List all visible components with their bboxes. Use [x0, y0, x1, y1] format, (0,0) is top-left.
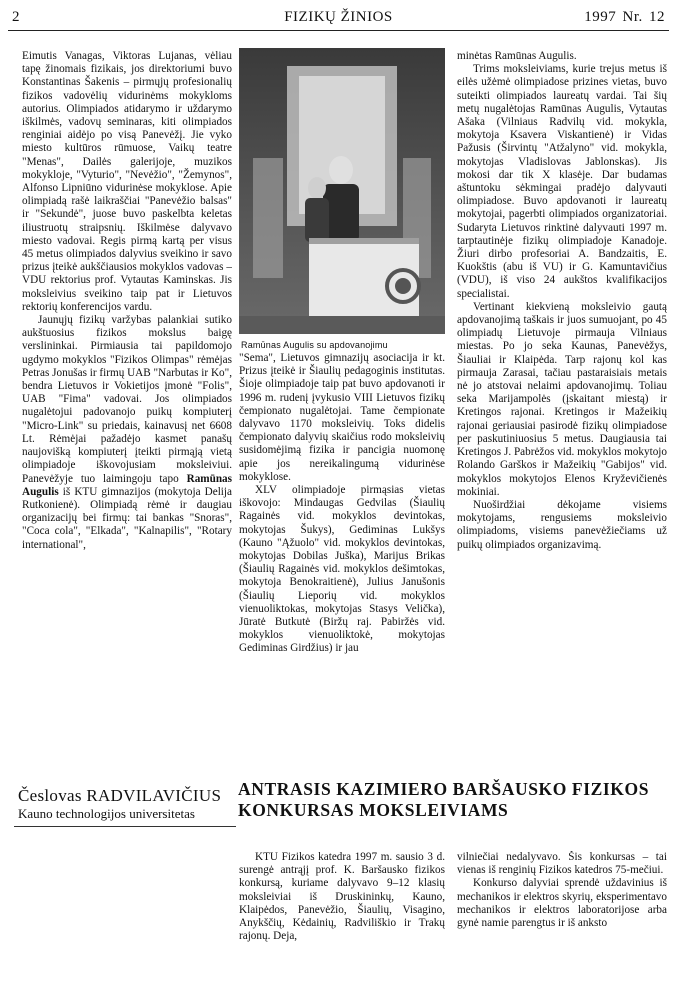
paragraph: KTU Fizikos katedra 1997 m. sausio 3 d. surengė antrąjį prof. K. Baršausko fizikos konkursą, kuriame dalyvavo 9–12 klasių moksleiviai iš Druskininkų, Kauno, Klaipėdos, Panevėžio, Šiaulių, Visagino, Anykščių, Kėdainių, Radviliškio ir Trakų rajonų. Deja, — [239, 851, 445, 943]
paragraph: Nuoširdžiai dėkojame visiems mokytojams, rengusiems moksleivio olimpiadoms, visiems panevėžiečiams už puikų olimpiados organizavimą. — [457, 498, 667, 551]
new-article-column-2 — [457, 851, 667, 973]
article-title — [238, 779, 668, 821]
divider — [14, 826, 236, 827]
paragraph: "Sema", Lietuvos gimnazijų asociacija ir kt. Prizus įteikė ir Šiaulių pedagoginis institutas. Šioje olimpiadoje taip pat buvo apdovanoti ir 1996 m. rudenį įvykusio VIII Lietuvos fizikų čempionato nugalėtojai. Tame čempionate dalyvavo 1170 moksleivių. Toks didelis čempionato dalyvių skaičius rodo moksleivių susidomėjimą fizika ir pancigia nuomonę apie jos nereikalingumą vidurinėse mokyklose. — [239, 352, 445, 483]
article-column-1 — [22, 50, 232, 758]
title-line-1: ANTRASIS KAZIMIERO BARŠAUSKO FIZIKOS — [238, 779, 650, 799]
page-header — [8, 6, 669, 31]
paragraph: minėtas Ramūnas Augulis. — [457, 50, 577, 62]
paragraph: Trims moksleiviams, kurie trejus metus iš eilės užėmė olimpiadose prizines vietas, buvo suteikti olimpiados laureatų vardai. Tai šių metų nugalėtojas Ramūnas Augulis, Vytautas Ašaka (Vilniaus Radvilų vid. mokykla, mokytoja Ksavera Viskantienė) ir Vidas Pažusis (Širvintų "Atžalyno" vid. mokykla, mokytojas Vladislovas Jablonskas). Jis mokosi dar tik X klasėje. Dar budamas aštuntoku sėkmingai pradėjo dalyvauti olimpiadose. Buvo apdovanoti ir laureatų mokytojai, pagerbti olimpiados organizatoriai. Sudaryta Lietuvos rinktinė dalyvauti 1997 m. tarptautinėje fizikų olimpiadoje Kanadoje. Žiuri dirbo profesoriai A. Bandzaitis, E. Kuokštis (abu iš VU) ir G. Kamuntavičius (VDU), iš viso 24 aukštos kvalifikacijos specialistai. — [457, 63, 667, 300]
issue-label: 1997 Nr. 12 — [584, 9, 665, 25]
page-number: 2 — [12, 9, 20, 25]
paragraph: Vertinant kiekvieną moksleivio gautą apdovanojimą taškais ir juos sumuojant, po 45 olimpiadų Lietuvoje pirmauja Vilniaus miestas. Po jo seka Kaunas, Panevėžys, Šiauliai ir Klaipėda. Tarp rajonų kol kas pirmauja Zarasai, tačiau pastaraisiais metais nė jo atstovai nelaimi apdovanojimų. Toliau seka Marijampolės (įskaitant miestą) ir Kretingos rajonai. Kretingos ir Mažeikių rajonai geriausiai pasirodė fizikų olimpiadose per paskutiniuosius 5 metus. Daugiausia tai Kretingos J. Pabrėžos vid. mokyklos mokytojo Rolando Garškos ir Mažeikių "Gabijos" vid. mokyklos mokytojos Elenos Kryževičienės mokiniai. — [457, 300, 667, 498]
paragraph: vilniečiai nedalyvavo. Šis konkursas – tai vienas iš renginių Fizikos katedros 75-mečiui. — [457, 851, 667, 877]
paragraph-text: Jaunųjų fizikų varžybas palankiai sutiko aukštuosius fizikos mokslus baigę verslininkai. Pirmiausia tai papildomojo ugdymo mokyklos "Fizikos Olimpas" rėmėjas Petras Jonušas ir firmų UAB "Narbutas ir Ko", bendra Lietuvos ir Vokietijos įmonė "Folis", UAB "Fima" vadovai. Jos olimpiados nugalėtojui padovanojo puikų kompiuterį "Micro-Link" su priedais, kainavusį net 6608 Lt. Rėmėjai pažadėjo kasmet panašų naujovišką kompiuterį įteikti pirmąją vietą olimpiadoje iškovojusiam moksleiviui. Panevėžyje tuo laimingoju tapo — [22, 314, 232, 485]
paragraph: XLV olimpiadoje pirmąsias vietas iškovojo: Mindaugas Gedvilas (Šiaulių Ragainės vid. mokyklos devintokas, mokytojas Šukys), Gediminas Lukšys (Kauno "Ąžuolo" vid. mokyklos devintokas, mokytojas Dobilas Juška), Marijus Brikas (Šiaulių Ragainės vid. mokyklos dešimtokas, mokytoja Benokraitienė), Julius Janušonis (Šiaulių Lieporių vid. mokyklos vienuoliktokas, mokytojas Stasys Velička), Jūratė Butkutė (Biržų raj. Pabiržės vid. mokyklos vienuoliktokė, mokytojas Gediminas Girdžius) ir jau — [239, 484, 445, 655]
title-line-2: KONKURSAS MOKSLEIVIAMS — [238, 800, 509, 820]
photo-illustration — [239, 48, 445, 334]
award-photo — [239, 48, 445, 334]
photo-caption: Ramūnas Augulis su apdovanojimu — [241, 340, 388, 350]
author-name: Česlovas RADVILAVIČIUS — [18, 786, 222, 805]
article-column-2 — [239, 352, 445, 772]
paragraph: Eimutis Vanagas, Viktoras Lujanas, vėliau tapę žinomais fizikais, jos direktoriumi buvo Konstantinas Šakenis – pirmųjų profesionalių fizikos vadovėlių vidurinėms mokykloms autorius. Olimpiados atidarymo ir uždarymo iškilmės, vadovų seminaras, kiti olimpiados renginiai aidėjo po visą Panevėžį. Jie vyko miesto kultūros rūmuose, Vaikų teatre "Menas", Dailės galerijoje, muzikos mokykloje, "Vyturio", "Nevėžio", "Žemynos", Alfonso Lipniūno vidurinėse mokyklose. Apie olimpiadą rašė laikraščiai "Panevėžio balsas" ir "Sekundė", juose buvo paskelbta keletas iliustruotų straipsnių. Iškilmėse dalyvavo miesto vadovai. Regis pirmą kartą per visus 45 metus olimpiados dalyvius sveikino ir savo prizus įteikė aukščiausios mokyklos vadovas – VDU rektorius prof. Vytautas Kaminskas. Jis moksleivius sveikino taip pat ir Lietuvos rektorių konferencijos vardu. — [22, 50, 232, 313]
author-affiliation: Kauno technologijos universitetas — [18, 806, 195, 821]
paragraph-text: iš KTU gimnazijos (mokytoja Delija Rutkonienė). Olimpiadą rėmė ir daugiau organizacijų bei firmų: tai bankas "Snoras", "Coca cola", "Elkada", "Kalnapilis", "Rotary international", — [22, 485, 232, 551]
article-column-3 — [457, 50, 667, 778]
highlighted-name: Ramūnas Augulis — [22, 472, 232, 498]
journal-title: FIZIKŲ ŽINIOS — [284, 9, 393, 25]
paragraph: Konkurso dalyviai sprendė uždavinius iš mechanikos ir elektros skyrių, eksperimentavo mechanikos ir elektros laboratorijose arba gynė namie parengtus ir iš anksto — [457, 877, 667, 930]
photo-figure — [239, 48, 445, 354]
paragraph — [22, 314, 232, 552]
new-article-column-1 — [239, 851, 445, 973]
